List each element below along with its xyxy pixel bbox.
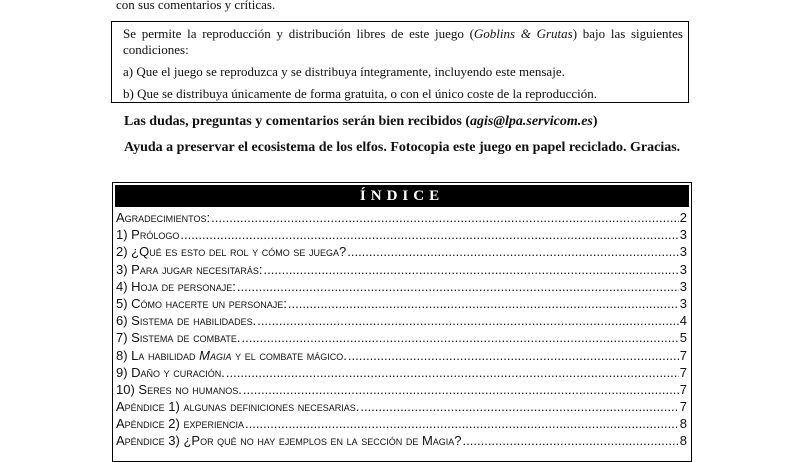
game-title: Goblins & Grutas — [473, 26, 573, 41]
toc-entry-title: 9) Daño y curación. — [116, 364, 225, 380]
toc-entry-page: 7 — [679, 381, 687, 397]
toc-entry[interactable] — [116, 347, 687, 364]
toc-entry-title: 10) Seres no humanos. — [116, 381, 242, 397]
toc-entry[interactable] — [116, 364, 687, 381]
toc-entry-title: 7) Sistema de combate. — [116, 330, 241, 346]
contact-line — [124, 113, 598, 130]
toc-entry[interactable] — [116, 261, 687, 278]
toc-leader — [243, 381, 679, 398]
toc-entry-title: 5) Cómo hacerte un personaje: — [116, 295, 287, 311]
toc-entry-title-suffix: y el combate mágico. — [231, 347, 347, 363]
toc-entry-title: 2) ¿Qué es esto del rol y cómo se juega? — [116, 244, 347, 260]
toc-leader — [245, 415, 679, 432]
toc-entry[interactable] — [116, 432, 687, 449]
toc-entry-page: 7 — [679, 347, 687, 363]
toc-entry-page: 3 — [679, 295, 687, 311]
toc-entry-title: Apéndice 3) ¿Por qué no hay ejemplos en la sección de Magia? — [116, 433, 462, 449]
toc-entry-title: Agradecimientos: — [116, 210, 211, 225]
toc-entry-title: Apéndice 1) algunas definiciones necesarias. — [116, 399, 360, 415]
toc-leader — [264, 261, 679, 278]
toc-entry-title: 3) Para jugar necesitarás: — [116, 261, 263, 277]
toc-leader — [360, 398, 678, 415]
toc-entry[interactable] — [116, 243, 687, 260]
toc-leader — [237, 278, 679, 295]
permission-intro-suffix: ) bajo las siguientes condiciones: — [123, 26, 683, 57]
toc-entry-title-magia: Magia — [199, 347, 232, 363]
toc-entry-page: 8 — [679, 433, 687, 449]
toc-entry-page: 3 — [679, 244, 687, 260]
toc-entry[interactable] — [116, 295, 687, 312]
toc-entry-page: 4 — [679, 313, 687, 329]
toc-entry-title-prefix: 8) La habilidad — [116, 347, 200, 363]
toc-entry[interactable] — [116, 312, 687, 329]
intro-tail-text: con sus comentarios y críticas. — [116, 0, 276, 12]
toc-list — [116, 209, 687, 450]
toc-entry[interactable] — [116, 278, 687, 295]
toc-entry[interactable] — [116, 226, 687, 243]
toc-entry-page: 7 — [679, 364, 687, 380]
toc-entry[interactable] — [116, 329, 687, 346]
toc-entry-title: 4) Hoja de personaje: — [116, 278, 236, 294]
toc-entry-page: 3 — [679, 261, 687, 277]
toc-entry[interactable] — [116, 381, 687, 398]
condition-a: a) Que el juego se reproduzca y se distribuya íntegramente, incluyendo este mensaje. — [123, 64, 565, 79]
toc-entry[interactable] — [116, 415, 687, 432]
toc-entry-title: Apéndice 2) experiencia — [116, 416, 244, 432]
toc-entry-page: 7 — [679, 399, 687, 415]
toc-entry-title: 1) Prólogo — [116, 227, 180, 243]
permission-box — [111, 21, 689, 103]
index-box — [112, 182, 692, 462]
toc-entry-title — [116, 347, 347, 364]
toc-entry-page: 2 — [679, 210, 687, 225]
index-title: ÍNDICE — [115, 185, 689, 207]
toc-leader — [257, 312, 679, 329]
contact-email-link[interactable]: agis@lpa.servicom.es — [470, 114, 593, 129]
toc-leader — [347, 243, 679, 260]
toc-entry-page: 5 — [679, 330, 687, 346]
eco-message: Ayuda a preservar el ecosistema de los elfos. Fotocopia este juego en papel reciclado. Gracias. — [124, 140, 681, 155]
condition-b: b) Que se distribuya únicamente de forma gratuita, o con el único coste de la reproducción. — [123, 86, 597, 101]
toc-leader — [180, 226, 678, 243]
toc-entry-page: 3 — [679, 227, 687, 243]
toc-entry-title: 6) Sistema de habilidades. — [116, 313, 257, 329]
toc-entry[interactable] — [116, 209, 687, 226]
toc-leader — [348, 347, 679, 364]
toc-leader — [288, 295, 679, 312]
contact-suffix: ) — [592, 114, 598, 129]
toc-leader — [242, 329, 679, 346]
permission-intro — [123, 26, 683, 58]
contact-prefix: Las dudas, preguntas y comentarios serán bien recibidos ( — [124, 114, 471, 129]
toc-leader — [463, 432, 679, 449]
toc-leader — [211, 209, 679, 226]
toc-leader — [226, 364, 679, 381]
permission-intro-prefix: Se permite la reproducción y distribución libres de este juego ( — [123, 26, 474, 41]
toc-entry-page: 8 — [679, 416, 687, 432]
toc-entry[interactable] — [116, 398, 687, 415]
toc-entry-page: 3 — [679, 278, 687, 294]
